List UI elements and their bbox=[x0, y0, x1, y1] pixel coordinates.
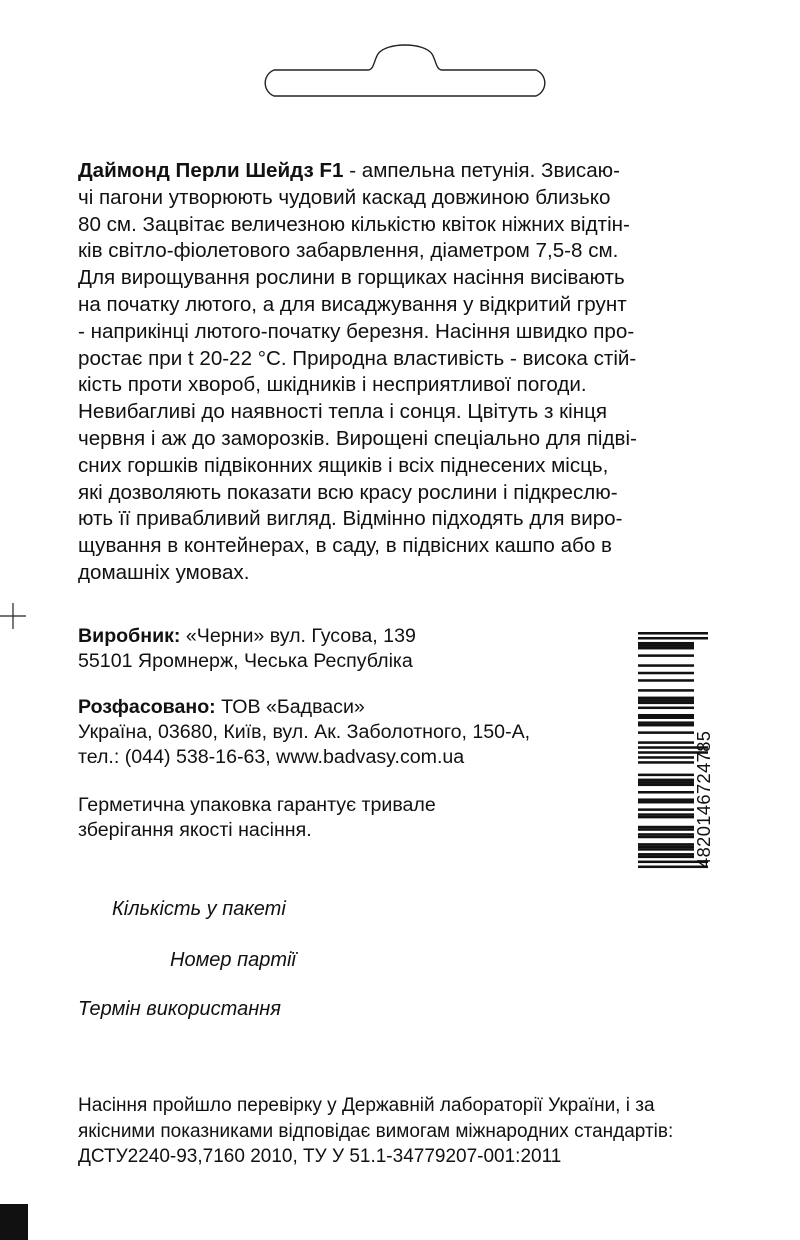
manufacturer-label: Виробник: bbox=[78, 625, 181, 647]
barcode-bar bbox=[638, 798, 694, 801]
barcode-bar bbox=[638, 654, 694, 657]
barcode-bar bbox=[638, 756, 694, 759]
barcode-bar bbox=[638, 779, 694, 782]
packager-label: Розфасовано: bbox=[78, 696, 216, 718]
manufacturer-address: 55101 Яромнерж, Чеська Республіка bbox=[78, 650, 413, 672]
expiry-field-label: Термін використання bbox=[78, 998, 281, 1020]
hang-hole-outline bbox=[246, 38, 564, 98]
barcode-bar bbox=[638, 664, 694, 667]
barcode-bar bbox=[638, 637, 708, 640]
barcode-digits: 4820146724785 bbox=[693, 730, 714, 868]
barcode-bar bbox=[638, 846, 694, 849]
description-line: - ампельна петунія. Звисаю- bbox=[343, 159, 620, 182]
barcode-bar bbox=[638, 741, 694, 744]
barcode-bar bbox=[638, 647, 694, 650]
manufacturer-block bbox=[78, 624, 618, 674]
barcode-bar bbox=[638, 724, 694, 727]
storage-note bbox=[78, 793, 618, 843]
barcode-bar bbox=[638, 784, 694, 787]
description-line: на початку лютого, а для висаджування у відкритий грунт bbox=[78, 292, 627, 316]
barcode-bar bbox=[638, 843, 694, 846]
description-line: 80 см. Зацвітає величезною кількістю квіток ніжних відтін- bbox=[78, 212, 630, 236]
barcode-bar bbox=[638, 672, 694, 675]
barcode-bar bbox=[638, 826, 694, 829]
certification-line: якісними показниками відповідає вимогам міжнародних стандартів: bbox=[78, 1120, 674, 1142]
barcode-bar bbox=[638, 731, 694, 734]
description-line: чі пагони утворюють чудовий каскад довжиною близько bbox=[78, 185, 611, 209]
registration-block bbox=[0, 1204, 28, 1240]
barcode-bar bbox=[638, 761, 694, 764]
barcode-bar bbox=[638, 632, 708, 635]
barcode-bar bbox=[638, 808, 694, 811]
barcode-bar bbox=[638, 856, 694, 859]
barcode-bar bbox=[638, 721, 694, 724]
barcode-bar bbox=[638, 644, 694, 647]
barcode bbox=[636, 628, 716, 870]
barcode-bar bbox=[638, 714, 694, 717]
barcode-bar bbox=[638, 781, 694, 784]
description-line: Для вирощування рослини в горщиках насіння висівають bbox=[78, 266, 625, 290]
certification-note bbox=[78, 1093, 758, 1170]
description-line: червня і аж до заморозків. Вирощені спеціально для підві- bbox=[78, 426, 637, 450]
batch-field-label: Номер партії bbox=[170, 949, 296, 971]
certification-standards: ДСТУ2240-93,7160 2010, ТУ У 51.1-34779207-001:2011 bbox=[78, 1146, 562, 1167]
barcode-bar bbox=[638, 813, 694, 816]
product-description bbox=[78, 158, 728, 587]
barcode-bar bbox=[638, 801, 694, 804]
barcode-bar bbox=[638, 702, 694, 705]
description-line: щування в контейнерах, в саду, в підвісних кашпо або в bbox=[78, 534, 612, 558]
barcode-bar bbox=[638, 689, 694, 692]
storage-line: зберігання якості насіння. bbox=[78, 819, 312, 841]
barcode-bar bbox=[638, 716, 694, 719]
description-line: ють її привабливий вигляд. Відмінно підходять для виро- bbox=[78, 507, 623, 531]
barcode-bar bbox=[638, 697, 694, 700]
description-line: домашніх умовах. bbox=[78, 560, 250, 584]
crop-mark-icon bbox=[0, 603, 26, 629]
packager-name: ТОВ «Бадваси» bbox=[215, 696, 365, 718]
description-line: ків світло-фіолетового забарвлення, діаметром 7,5-8 см. bbox=[78, 239, 619, 263]
barcode-bar bbox=[638, 816, 694, 819]
description-line: які дозволяють показати всю красу рослини і підкреслю- bbox=[78, 480, 618, 504]
description-line: ростає при t 20-22 °С. Природна властивість - висока стій- bbox=[78, 346, 637, 370]
barcode-bar bbox=[638, 699, 694, 702]
description-line: кість проти хвороб, шкідників і несприятливої погоди. bbox=[78, 373, 587, 397]
packager-block bbox=[78, 695, 618, 770]
description-line: - наприкінці лютого-початку березня. Насіння швидко про- bbox=[78, 319, 635, 343]
barcode-bar bbox=[638, 848, 694, 851]
certification-line: Насіння пройшло перевірку у Державній лабораторії України, і за bbox=[78, 1095, 655, 1116]
description-line: сних горшків підвіконних ящиків і всіх піднесених місць, bbox=[78, 453, 609, 477]
packager-address: Україна, 03680, Київ, вул. Ак. Заболотного, 150-А, bbox=[78, 721, 531, 743]
product-name: Даймонд Перли Шейдз F1 bbox=[78, 159, 344, 182]
barcode-bar bbox=[638, 642, 694, 645]
barcode-bar bbox=[638, 679, 694, 682]
barcode-bar bbox=[638, 836, 694, 839]
barcode-bar bbox=[638, 833, 694, 836]
barcode-bar bbox=[638, 853, 694, 856]
barcode-bar bbox=[638, 774, 694, 777]
storage-line: Герметична упаковка гарантує тривале bbox=[78, 794, 436, 816]
quantity-field-label: Кількість у пакеті bbox=[112, 898, 286, 920]
barcode-bar bbox=[638, 791, 694, 794]
barcode-bar bbox=[638, 828, 694, 831]
packager-contacts: тел.: (044) 538-16-63, www.badvasy.com.ua bbox=[78, 746, 465, 768]
barcode-bar bbox=[638, 707, 694, 710]
manufacturer-name: «Черни» вул. Гусова, 139 bbox=[180, 625, 416, 647]
description-line: Невибагливі до наявності тепла і сонця. Цвітуть з кінця bbox=[78, 400, 608, 424]
